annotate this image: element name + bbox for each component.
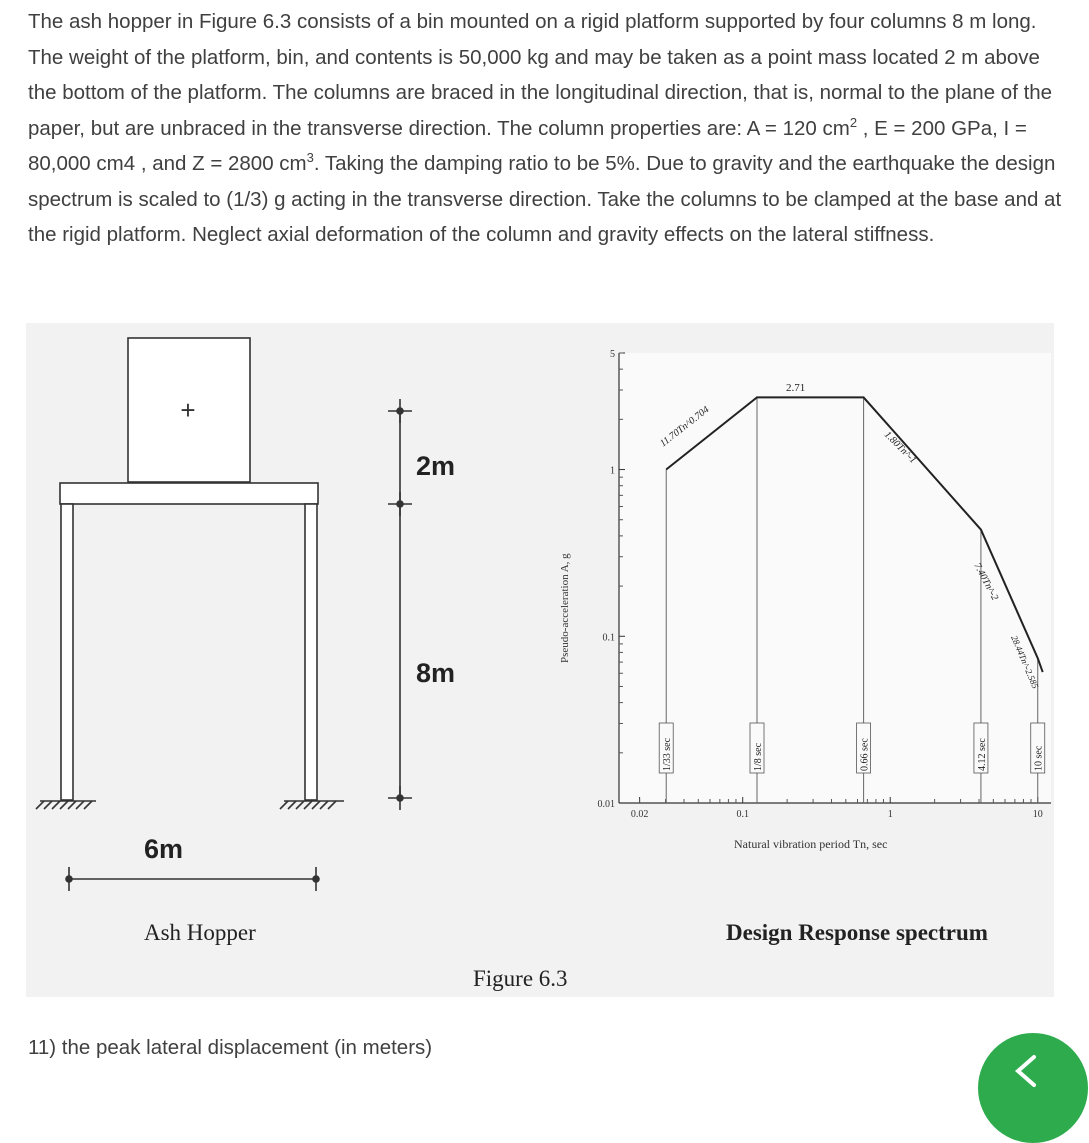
period-label: 4.12 sec [976, 738, 988, 771]
problem-text-2: , E = 200 GPa, I = 80,000 cm4 , and Z = 2800 cm [28, 116, 1027, 175]
dimension-8m: 8m [416, 658, 456, 688]
period-label: 1/33 sec [662, 737, 674, 771]
vertical-dimension [388, 399, 412, 810]
figure-caption: Figure 6.3 [473, 966, 568, 991]
dimension-6m: 6m [144, 834, 184, 864]
problem-text-3: . Taking the damping ratio to be 5%. Due to gravity and the earthquake the design spectrum is scaled to (1/3) g acting in the transverse direction. Take the columns to be clamped at the base and at the rigid platform. Neglect axial deformation of the column and gravity effects on the lateral stiffness. [28, 152, 1062, 246]
horizontal-dimension [66, 867, 319, 891]
rigid-platform [60, 483, 318, 504]
y-tick-label: 1 [610, 465, 615, 477]
right-column [305, 504, 317, 800]
segment-label-tail: 28.44Tn^-2.585 [1009, 633, 1041, 691]
spectrum-caption: Design Response spectrum [726, 920, 988, 945]
floating-action-button[interactable] [978, 1033, 1088, 1143]
ash-hopper-caption: Ash Hopper [144, 920, 256, 945]
chevron-left-icon [1006, 1051, 1046, 1091]
figure-svg [26, 323, 1054, 997]
left-ground-support [36, 801, 96, 809]
x-tick-label: 0.1 [736, 809, 749, 820]
dimension-2m: 2m [416, 451, 456, 481]
question-11: 11) the peak lateral displacement (in meters) [28, 1036, 433, 1059]
spectrum-y-label: Pseudo-acceleration A, g [559, 553, 571, 663]
segment-label-velocity: 1.80Tn^-1 [881, 429, 919, 466]
figure-6-3 [26, 323, 1054, 997]
spectrum-x-label: Natural vibration period Tn, sec [734, 837, 888, 851]
segment-label-displacement: 7.40Tn^-2 [971, 561, 1001, 603]
x-tick-label: 0.02 [630, 809, 649, 820]
design-response-spectrum [559, 349, 1051, 945]
period-label: 1/8 sec [753, 742, 765, 771]
y-tick-label: 0.1 [602, 632, 615, 644]
segment-label-rising: 11.70Tn^0.704 [658, 404, 712, 450]
period-label: 10 sec [1033, 745, 1045, 771]
period-label: 0.66 sec [859, 738, 871, 771]
peak-value-label: 2.71 [786, 382, 806, 394]
x-tick-label: 1 [887, 809, 893, 820]
x-tick-label: 10 [1032, 809, 1043, 820]
problem-statement [28, 4, 1068, 253]
y-tick-label: 0.01 [597, 799, 615, 810]
y-tick-label: 5 [610, 349, 615, 360]
problem-text-1: The ash hopper in Figure 6.3 consists of a bin mounted on a rigid platform supported by four columns 8 m long. The weight of the platform, bin, and contents is 50,000 kg and may be taken as a point mass located 2 m above the bottom of the platform. The columns are braced in the longitudinal direction, that is, normal to the plane of the paper, but are unbraced in the transverse direction. The column properties are: A = 120 cm [28, 10, 1053, 140]
ash-hopper-drawing [36, 338, 412, 891]
left-column [61, 504, 73, 800]
superscript-area: 2 [849, 114, 858, 130]
right-ground-support [280, 801, 344, 809]
superscript-modulus: 3 [306, 150, 314, 166]
mass-marker: + [180, 395, 196, 425]
